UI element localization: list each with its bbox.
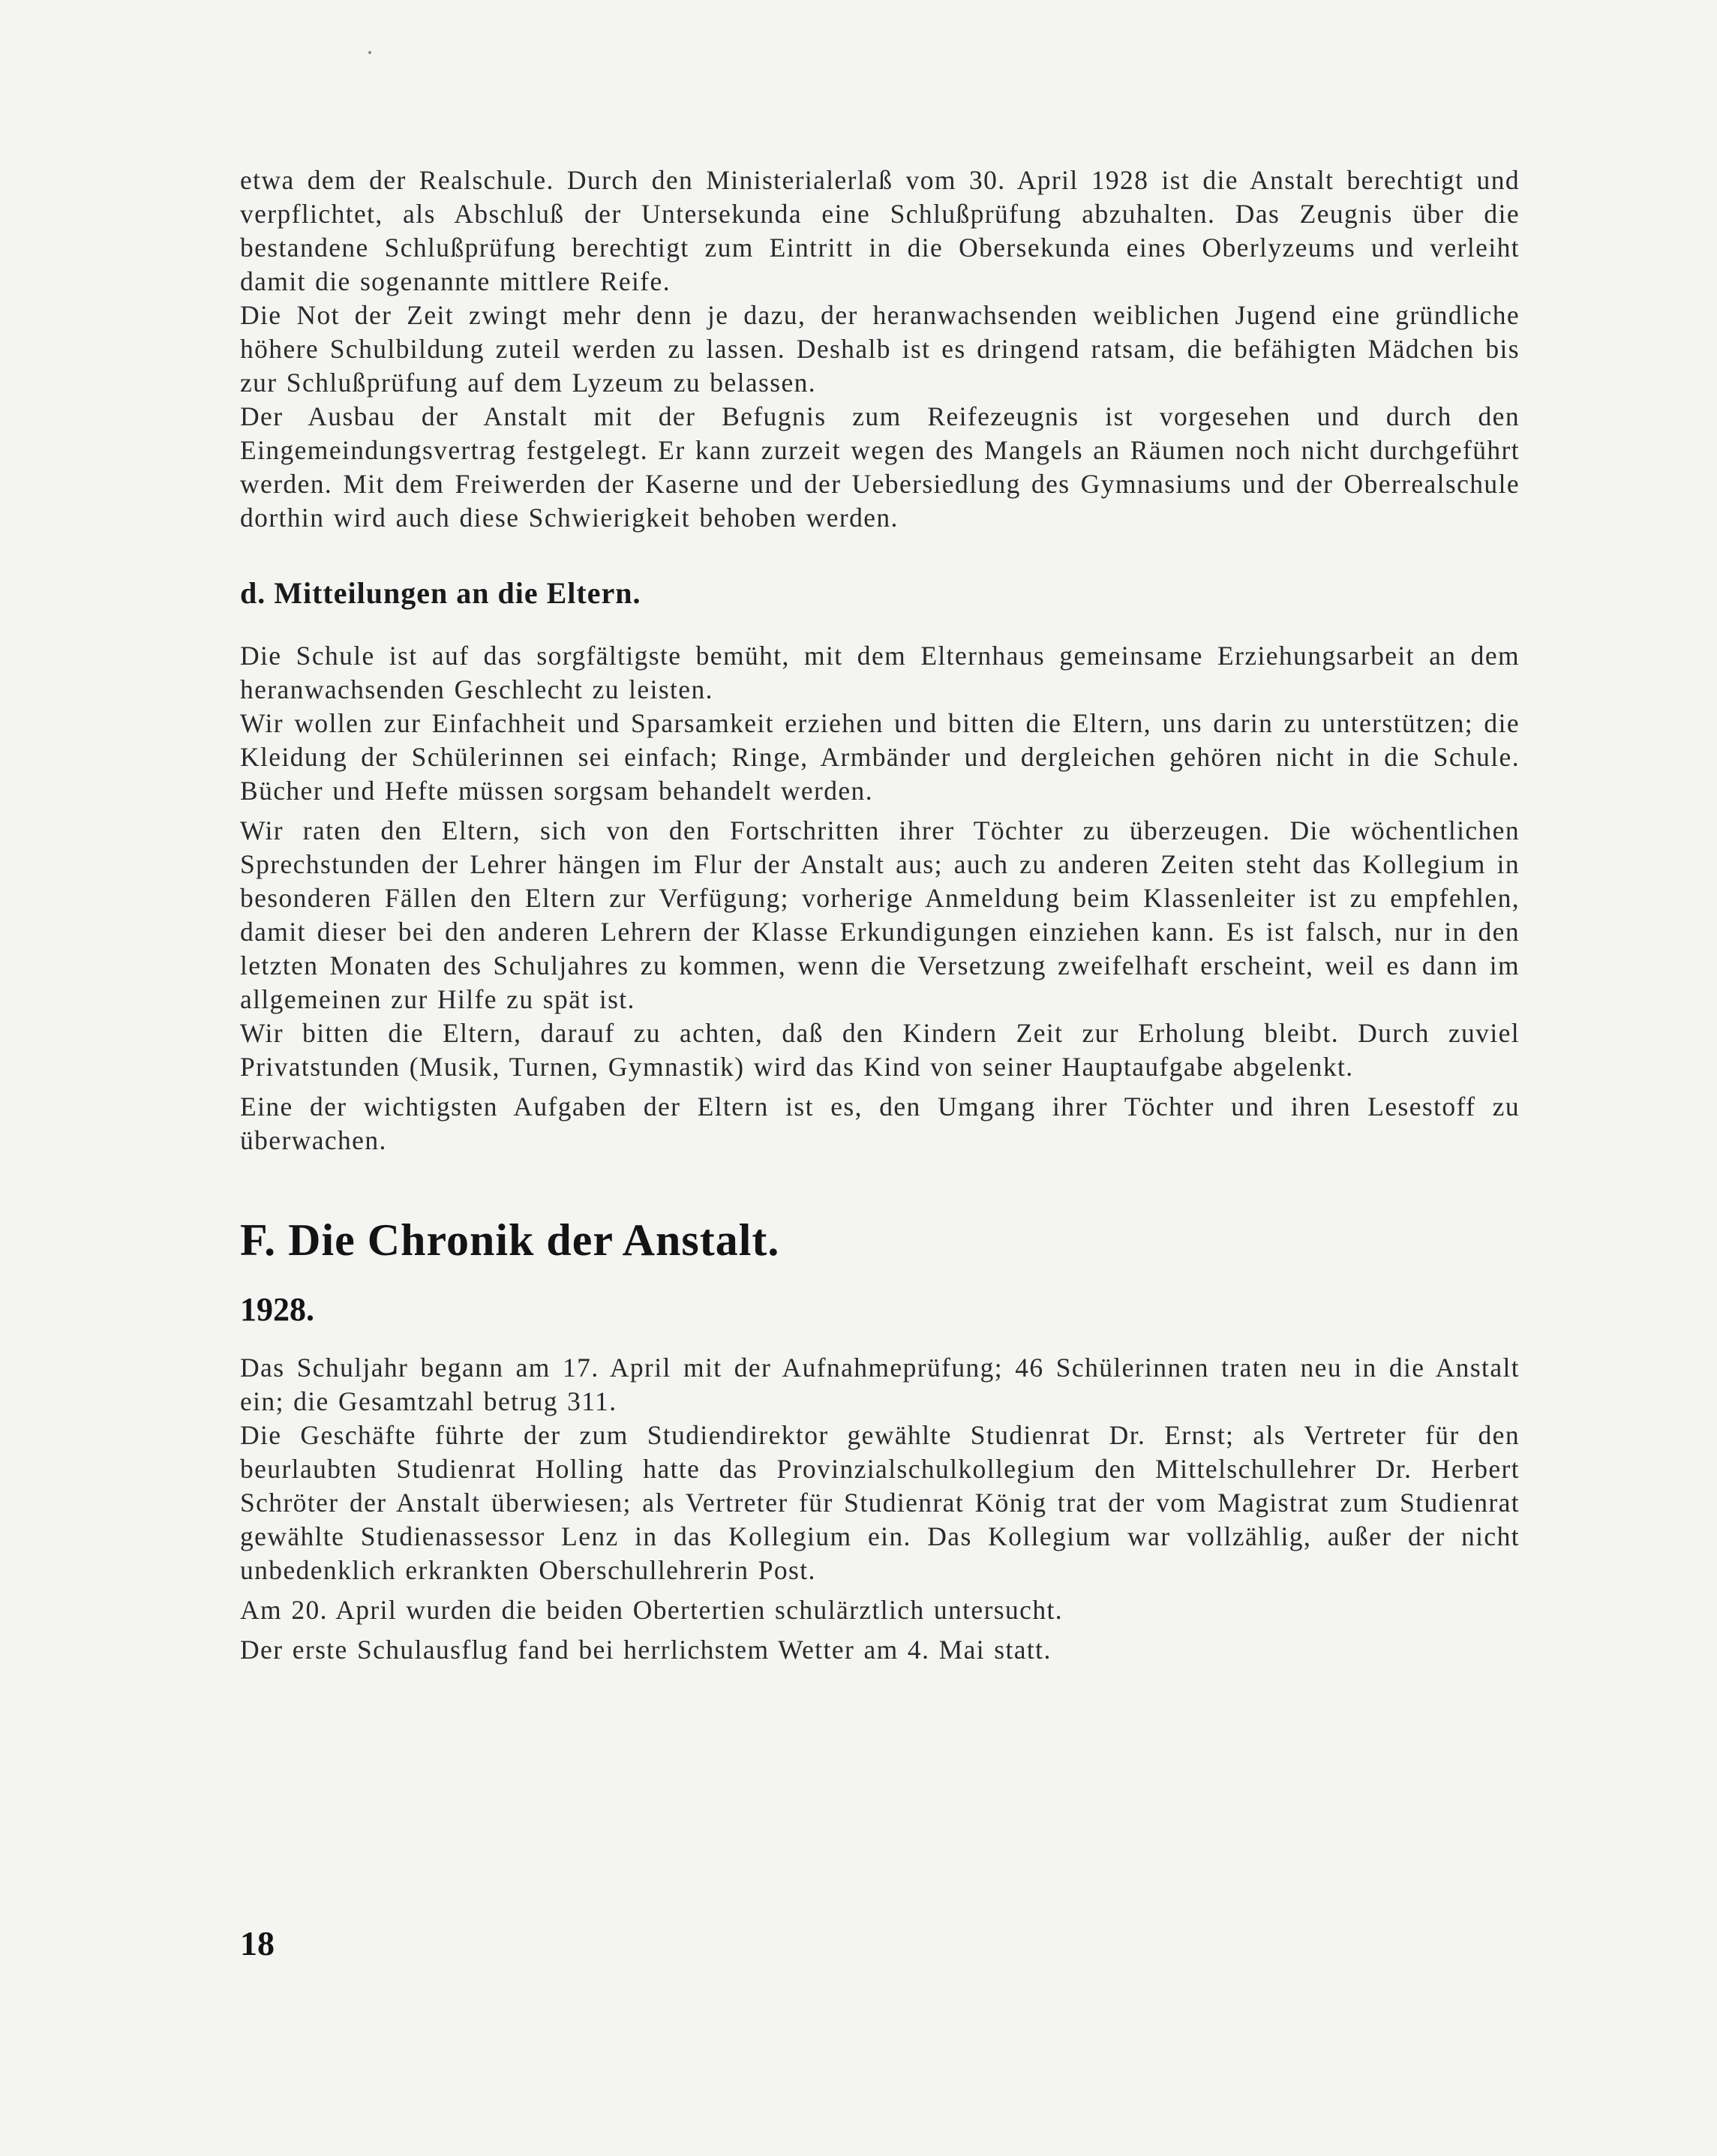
- document-page: [240, 164, 1520, 1667]
- paragraph-schuljahr: Das Schuljahr begann am 17. April mit der Aufnahmeprüfung; 46 Schülerinnen traten neu in die Anstalt ein; die Gesamtzahl betrug 311.: [240, 1353, 1520, 1416]
- paragraph-umgang: Eine der wichtigsten Aufgaben der Eltern ist es, den Umgang ihrer Töchter und ihren Lesestoff zu überwachen.: [240, 1092, 1520, 1155]
- heading-mitteilungen: d. Mitteilungen an die Eltern.: [240, 576, 641, 610]
- paragraph-einfachheit: Wir wollen zur Einfachheit und Sparsamkeit erziehen und bitten die Eltern, uns darin zu unterstützen; die Kleidung der Schülerinnen sei einfach; Ringe, Armbänder und dergleichen gehören nicht in die Schule. Bücher und Hefte müssen sorgsam behandelt werden.: [240, 708, 1520, 806]
- paragraph-realschule: etwa dem der Realschule. Durch den Ministerialerlaß vom 30. April 1928 ist die Anstalt berechtigt und verpflichtet, als Abschluß der Untersekunda eine Schlußprüfung abzuhalten. Das Zeugnis über die bestandene Schlußprüfung berechtigt zum Eintritt in die Obersekunda eines Oberlyzeums und verleiht damit die sogenannte mittlere Reife.: [240, 165, 1520, 296]
- page-number: 18: [240, 1924, 275, 1962]
- paragraph-fortschritte: Wir raten den Eltern, sich von den Fortschritten ihrer Töchter zu überzeugen. Die wöchentlichen Sprechstunden der Lehrer hängen im Flur der Anstalt aus; auch zu anderen Zeiten steht das Kollegium in besonderen Fällen den Eltern zur Verfügung; vorherige Anmeldung beim Klassenleiter ist zu empfehlen, damit dieser bei den anderen Lehrern der Klasse Erkundigungen einziehen kann. Es ist falsch, nur in den letzten Monaten des Schuljahres zu kommen, wenn die Versetzung zweifelhaft erscheint, weil es dann im allgemeinen zur Hilfe zu spät ist.: [240, 815, 1520, 1014]
- paragraph-ausbau: Der Ausbau der Anstalt mit der Befugnis zum Reifezeugnis ist vorgesehen und durch den Eingemeindungsvertrag festgelegt. Er kann zurzeit wegen des Mangels an Räumen noch nicht durchgeführt werden. Mit dem Freiwerden der Kaserne und der Uebersiedlung des Gymnasiums und der Oberrealschule dorthin wird auch diese Schwierigkeit behoben werden.: [240, 401, 1520, 533]
- paragraph-not-der-zeit: Die Not der Zeit zwingt mehr denn je dazu, der heranwachsenden weiblichen Jugend eine gründliche höhere Schulbildung zuteil werden zu lassen. Deshalb ist es dringend ratsam, die befähigten Mädchen bis zur Schlußprüfung auf dem Lyzeum zu belassen.: [240, 300, 1520, 398]
- year-heading: 1928.: [240, 1291, 314, 1328]
- heading-chronik: F. Die Chronik der Anstalt.: [240, 1215, 780, 1265]
- paragraph-elternhaus: Die Schule ist auf das sorgfältigste bemüht, mit dem Elternhaus gemeinsame Erziehungsarbeit an dem heranwachsenden Geschlecht zu leisten.: [240, 641, 1520, 704]
- paragraph-untersuchung: Am 20. April wurden die beiden Obertertien schulärztlich untersucht.: [240, 1595, 1064, 1625]
- paper-speck: [368, 51, 371, 54]
- paragraph-schulausflug: Der erste Schulausflug fand bei herrlichstem Wetter am 4. Mai statt.: [240, 1635, 1052, 1665]
- paragraph-erholung: Wir bitten die Eltern, darauf zu achten, daß den Kindern Zeit zur Erholung bleibt. Durch zuviel Privatstunden (Musik, Turnen, Gymnastik) wird das Kind von seiner Hauptaufgabe abgelenkt.: [240, 1018, 1520, 1082]
- paragraph-geschaefte: Die Geschäfte führte der zum Studiendirektor gewählte Studienrat Dr. Ernst; als Vertreter für den beurlaubten Studienrat Holling hatte das Provinzialschulkollegium den Mittelschullehrer Dr. Herbert Schröter der Anstalt überwiesen; als Vertreter für Studienrat König trat der vom Magistrat zum Studienrat gewählte Studienassessor Lenz in das Kollegium ein. Das Kollegium war vollzählig, außer der nicht unbedenklich erkrankten Oberschullehrerin Post.: [240, 1420, 1520, 1585]
